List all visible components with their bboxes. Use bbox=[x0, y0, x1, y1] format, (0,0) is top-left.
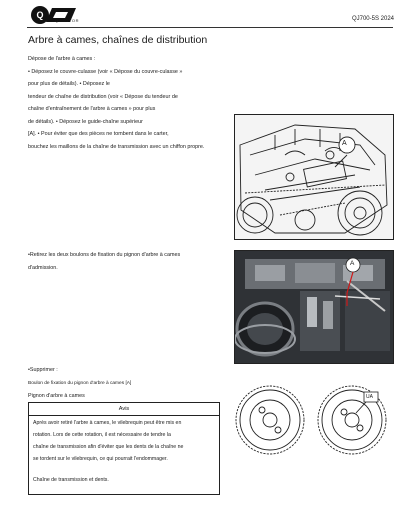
notice-line: Chaîne de transmission et dents. bbox=[33, 477, 109, 483]
step1-line: Dépose de l'arbre à cames : bbox=[28, 56, 96, 62]
callout-a-photo: A bbox=[350, 260, 355, 267]
page-title: Arbre à cames, chaînes de distribution bbox=[28, 34, 208, 46]
step1-line: • Déposez le couvre-culasse (voir « Dépose du couvre-culasse » bbox=[28, 68, 183, 75]
step2-instructions bbox=[28, 249, 180, 274]
step1-instructions bbox=[28, 53, 204, 153]
step1-line: chaîne d'entraînement de l'arbre à cames » pour plus bbox=[28, 106, 156, 112]
step1-line: tendeur de chaîne de distribution (voir « Dépose du tendeur de bbox=[28, 93, 178, 100]
remove-label: •Supprimer : bbox=[28, 367, 58, 373]
callout-a: A bbox=[342, 140, 347, 147]
notice-line: Après avoir retiré l'arbre à cames, le vilebrequin peut être mis en bbox=[33, 420, 182, 426]
sprocket-label: Pignon d'arbre à cames bbox=[28, 393, 85, 399]
header-rule bbox=[27, 27, 393, 28]
bolt-label: Boulon de fixation du pignon d'arbre à cames [A] bbox=[28, 381, 132, 386]
notice-line: chaîne de transmission afin d'éviter que les dents de la chaîne ne bbox=[33, 444, 184, 450]
step2-line: d'admission. bbox=[28, 264, 58, 271]
camshaft-drawing bbox=[234, 114, 394, 240]
step2-line: •Retirez les deux boulons de fixation du pignon d'arbre à cames bbox=[28, 252, 181, 258]
notice-heading: Avis bbox=[29, 403, 219, 416]
model-reference: QJ700-5S 2024 bbox=[351, 16, 394, 22]
notice-line: se tordent sur le vilebrequin, ce qui pourrait l'endommager. bbox=[33, 456, 168, 462]
notice-box bbox=[28, 402, 220, 495]
step1-line: [A]. • Pour éviter que des pièces ne tombent dans le carter, bbox=[28, 131, 169, 137]
step1-line: bouchez les maillons de la chaîne de transmission avec un chiffon propre. bbox=[28, 143, 205, 150]
svg-text:Q: Q bbox=[36, 10, 44, 20]
step1-line: de détails). • Déposez le guide-chaîne supérieur bbox=[28, 118, 143, 125]
brand-name: QJMOTOR bbox=[55, 18, 80, 23]
engine-photo bbox=[234, 250, 394, 364]
callout-ua: UA bbox=[366, 394, 373, 400]
step1-line: pour plus de détails). • Déposez le bbox=[28, 81, 110, 87]
notice-line: rotation. Lors de cette rotation, il est nécessaire de tendre la bbox=[33, 432, 171, 438]
sprocket-drawing bbox=[234, 382, 392, 460]
